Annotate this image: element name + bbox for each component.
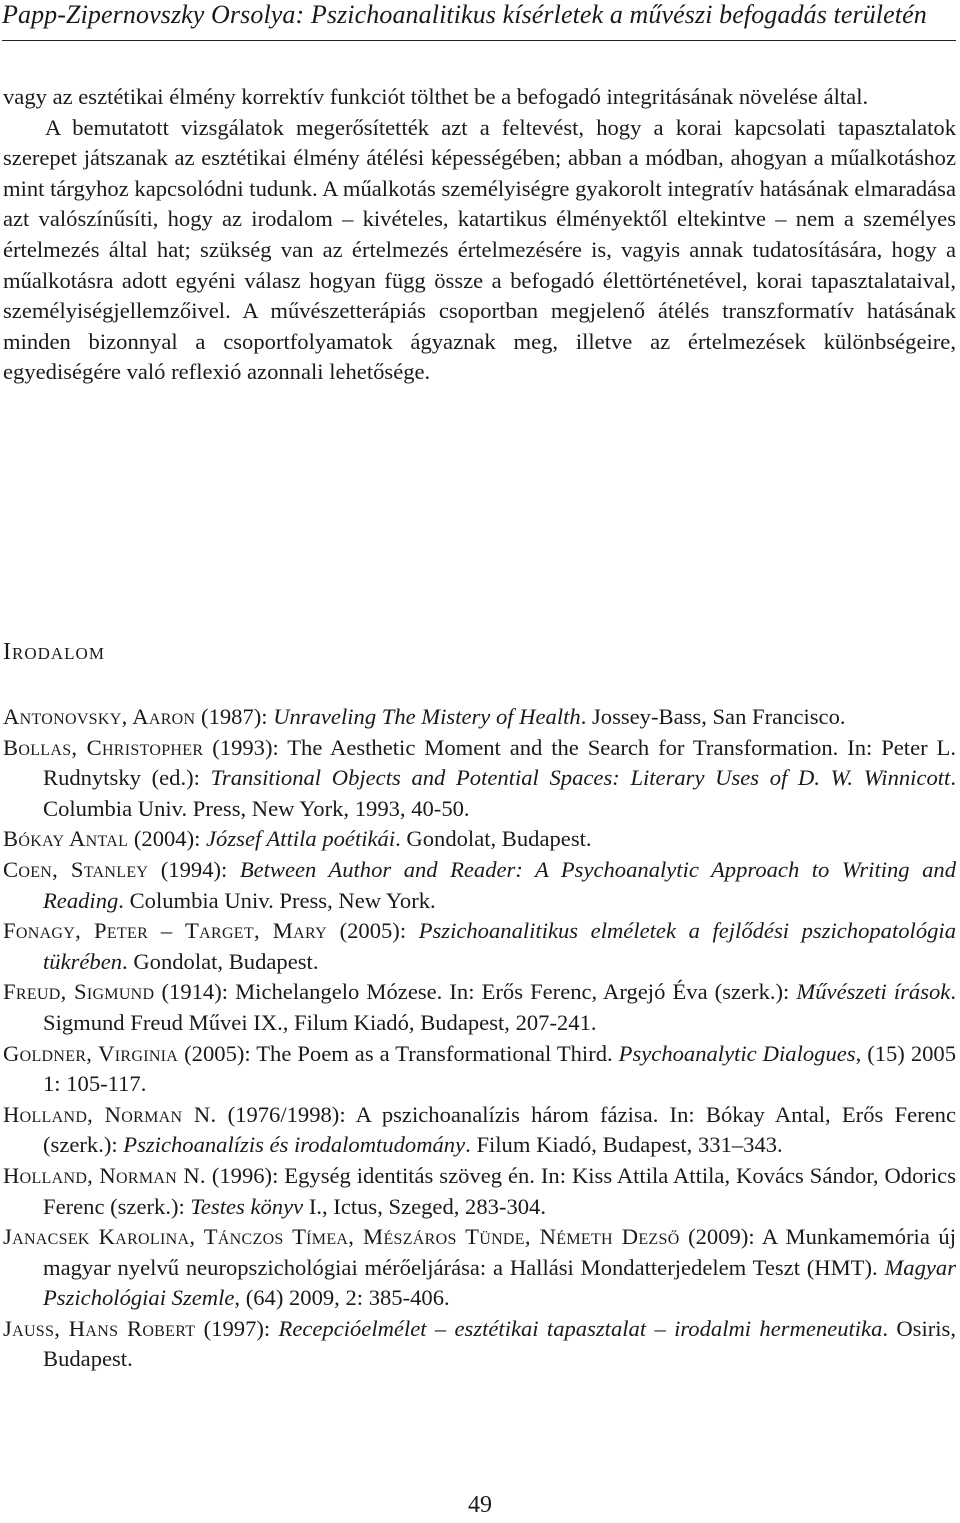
- reference-author: Janacsek Karolina, Tánczos Tímea, Mészáros Tünde, Németh Dezső: [3, 1224, 680, 1250]
- reference-text: (1987):: [195, 704, 274, 729]
- reference-author: Holland, Norman N.: [3, 1162, 206, 1188]
- reference-title: Recepcióelmélet – esztétikai tapasztalat – irodalmi hermeneutika: [278, 1315, 883, 1341]
- reference-text: (2009): A Munkamemória új magyar nyelvű neuropszichológiai mérőeljárása: a Hallási Mondatterjedelem Teszt (HMT).: [43, 1224, 956, 1280]
- reference-title: Magyar Pszichológiai Szemle: [43, 1254, 956, 1311]
- reference-text: (1993): The Aesthetic Moment and the Search for Transformation. In: Peter L. Rudnytsky (ed.):: [43, 734, 956, 791]
- reference-text: (2004):: [128, 826, 207, 852]
- body-text: [3, 82, 956, 388]
- reference-text: , (64) 2009, 2: 385-406.: [234, 1285, 450, 1311]
- reference-item: [3, 1222, 956, 1314]
- reference-author: Fonagy, Peter – Target, Mary: [3, 918, 327, 944]
- reference-text: . Columbia Univ. Press, New York.: [118, 887, 436, 913]
- reference-text: (1914): Michelangelo Mózese. In: Erős Ferenc, Argejó Éva (szerk.):: [154, 979, 797, 1005]
- running-head: Papp-Zipernovszky Orsolya: Pszichoanalitikus kísérletek a művészi befogadás területén: [2, 0, 927, 29]
- reference-author: Freud, Sigmund: [3, 979, 155, 1005]
- reference-title: Transitional Objects and Potential Spaces: Literary Uses of D. W. Winnicott: [210, 765, 951, 791]
- reference-author: Holland, Norman N.: [3, 1101, 217, 1127]
- reference-text: (1994):: [148, 856, 240, 882]
- reference-author: Antonovsky, Aaron: [3, 704, 196, 729]
- reference-text: . Jossey-Bass, San Francisco.: [580, 704, 846, 729]
- reference-text: . Gondolat, Budapest.: [122, 948, 319, 974]
- reference-text: (2005):: [326, 918, 419, 944]
- reference-item: [3, 733, 956, 825]
- reference-text: (1997):: [195, 1315, 279, 1341]
- reference-item: [3, 1314, 956, 1375]
- reference-title: Pszichoanalízis és irodalomtudomány: [123, 1132, 466, 1158]
- reference-item: [3, 1100, 956, 1161]
- reference-text: , (15) 2005 1: 105-117.: [43, 1040, 957, 1097]
- paragraph: vagy az esztétikai élmény korrektív funkciót tölthet be a befogadó integritásának növelése által.: [3, 84, 869, 109]
- page-number: 49: [468, 1492, 492, 1518]
- reference-title: Unraveling The Mistery of Health: [273, 704, 581, 729]
- reference-title: Művészeti írások: [796, 979, 951, 1005]
- reference-text: (2005): The Poem as a Transformational Third.: [178, 1040, 619, 1066]
- reference-text: . Sigmund Freud Művei IX., Filum Kiadó, Budapest, 207-241.: [43, 979, 956, 1035]
- reference-item: [3, 824, 956, 855]
- reference-author: Jauss, Hans Robert: [3, 1315, 196, 1341]
- reference-text: . Osiris, Budapest.: [43, 1315, 956, 1372]
- section-title: Irodalom: [3, 639, 105, 665]
- reference-author: Bollas, Christopher: [3, 734, 204, 760]
- reference-title: Psychoanalytic Dialogues: [618, 1040, 856, 1066]
- reference-author: Bókay Antal: [3, 826, 129, 852]
- reference-title: Between Author and Reader: A Psychoanalytic Approach to Writing and Reading: [43, 856, 957, 913]
- reference-list: [3, 702, 956, 1375]
- reference-title: Testes könyv: [190, 1193, 304, 1219]
- reference-text: . Gondolat, Budapest.: [395, 826, 592, 852]
- reference-item: [3, 855, 956, 916]
- reference-text: (1976/1998): A pszichoanalízis három fázisa. In: Bókay Antal, Erős Ferenc (szerk.):: [43, 1101, 956, 1158]
- reference-author: Goldner, Virginia: [3, 1040, 179, 1066]
- reference-item: [3, 1161, 956, 1222]
- reference-item: [3, 977, 956, 1038]
- reference-item: [3, 702, 956, 733]
- reference-item: [3, 1039, 956, 1100]
- reference-author: Coen, Stanley: [3, 856, 149, 882]
- reference-item: [3, 916, 956, 977]
- reference-text: . Filum Kiadó, Budapest, 331–343.: [465, 1132, 783, 1158]
- header-rule: [2, 40, 956, 41]
- reference-title: Pszichoanalitikus elméletek a fejlődési pszichopatológia tükrében: [43, 918, 956, 974]
- reference-text: I., Ictus, Szeged, 283-304.: [303, 1193, 546, 1219]
- reference-text: (1996): Egység identitás szöveg én. In: Kiss Attila Attila, Kovács Sándor, Odorics Ferenc (szerk.):: [43, 1162, 956, 1219]
- reference-text: . Columbia Univ. Press, New York, 1993, 40-50.: [43, 765, 956, 821]
- reference-title: József Attila poétikái: [206, 826, 396, 852]
- paragraph: A bemutatott vizsgálatok megerősítették azt a feltevést, hogy a korai kapcsolati tapasztalatok szerepet játszanak az esztétikai élmény átélési képességében; abban a módban, ahogyan a műalkotáshoz mint tárgyhoz kapcsolódni tudunk. A műalkotás személyiségre gyakorolt integratív hatásának elmaradása azt valószínűsíti, hogy az irodalom – kivételes, katartikus élményektől eltekintve – nem a személyes értelmezés által hat; szükség van az értelmezés értelmezésére is, vagyis annak tudatosítására, hogy a műalkotásra adott egyéni válasz hogyan függ össze a befogadó élettörténetével, korai tapasztalataival, személyiségjellemzőivel. A művészetterápiás csoportban megjelenő átélés transzformatív hatásának minden bizonnyal a csoportfolyamatok ágyaznak meg, illetve az értelmezések különbségeire, egyediségére való reflexió azonnali lehetősége.: [3, 114, 956, 385]
